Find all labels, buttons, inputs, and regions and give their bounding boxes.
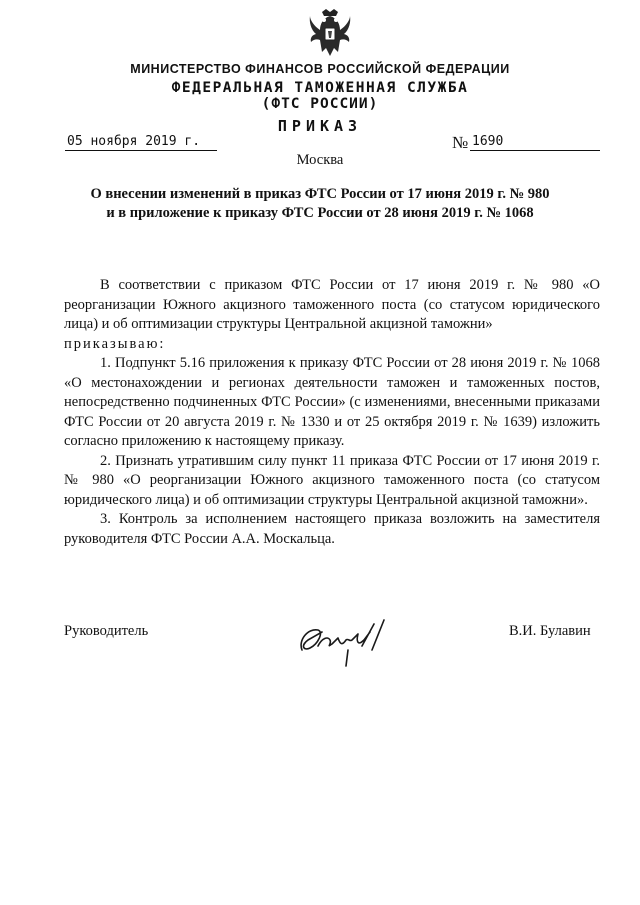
service-abbreviation: (ФТС РОССИИ)	[261, 96, 379, 112]
service-name: ФЕДЕРАЛЬНАЯ ТАМОЖЕННАЯ СЛУЖБА	[171, 80, 469, 96]
subject-line-2: и в приложение к приказу ФТС России от 28 июня 2019 г. № 1068	[106, 205, 534, 221]
order-date: 05 ноября 2019 г.	[65, 134, 217, 151]
subject-line-1: О внесении изменений в приказ ФТС России от 17 июня 2019 г. № 980	[90, 186, 550, 202]
signatory-title: Руководитель	[64, 623, 149, 639]
signatory-name: В.И. Булавин	[509, 623, 591, 639]
order-word: приказываю:	[64, 335, 166, 352]
order-body	[64, 276, 600, 549]
order-item-2: 2. Признать утратившим силу пункт 11 приказа ФТС России от 17 июня 2019 г. № 980 «О реорганизации Южного акцизного таможенного поста (со статусом юридического лица) и об оптимизации структуры Центральной акцизной таможни».	[64, 452, 600, 508]
coat-of-arms-emblem	[308, 8, 352, 60]
city: Москва	[296, 152, 344, 168]
document-type: ПРИКАЗ	[277, 117, 363, 135]
ministry-name: МИНИСТЕРСТВО ФИНАНСОВ РОССИЙСКОЙ ФЕДЕРАЦИИ	[130, 62, 510, 76]
order-subject	[0, 185, 640, 223]
order-number: 1690	[470, 134, 600, 151]
handwritten-signature	[288, 610, 398, 668]
order-item-1: 1. Подпункт 5.16 приложения к приказу ФТС России от 28 июня 2019 г. № 1068 «О местонахождении и регионах деятельности таможен и таможенных постов, непосредственно подчиненных ФТС России» (с изменениями, внесенными приказами ФТС России от 20 августа 2019 г. № 1330 и от 25 октября 2019 г. № 1639) изложить согласно приложению к настоящему приказу.	[64, 355, 600, 449]
preamble: В соответствии с приказом ФТС России от 17 июня 2019 г. № 980 «О реорганизации Южного акцизного таможенного поста (со статусом юридического лица) и об оптимизации структуры Центральной акцизной таможни»	[64, 277, 600, 332]
order-item-3: 3. Контроль за исполнением настоящего приказа возложить на заместителя руководителя ФТС России А.А. Москальца.	[64, 511, 600, 547]
order-number-label: №	[452, 133, 469, 152]
